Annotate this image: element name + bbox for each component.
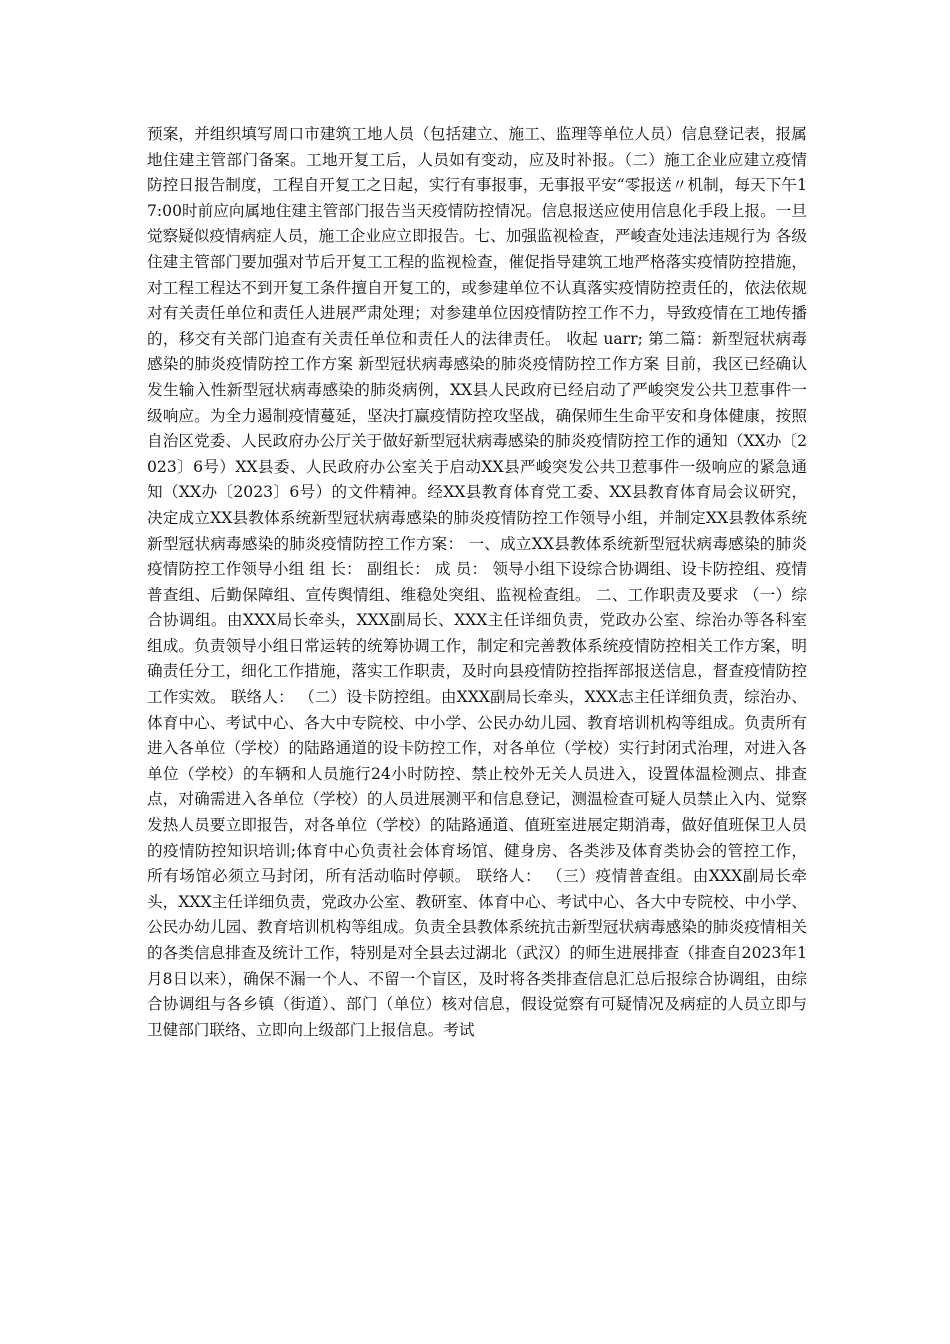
document-page [147,122,807,1043]
body-text: 预案，并组织填写周口市建筑工地人员（包括建立、施工、监理等单位人员）信息登记表，报属地住建主管部门备案。工地开复工后，人员如有变动，应及时补报。（二）施工企业应建立疫情防控日报告制度，工程自开复工之日起，实行有事报事，无事报平安“零报送〃机制，每天下午17:00时前应向属地住建主管部门报告当天疫情防控情况。信息报送应使用信息化手段上报。一旦觉察疑似疫情病症人员，施工企业应立即报告。七、加强监视检查，严峻查处违法违规行为 各级住建主管部门要加强对节后开复工工程的监视检查，催促指导建筑工地严格落实疫情防控措施，对工程工程达不到开复工条件擅自开复工的，或参建单位不认真落实疫情防控责任的，依法依规对有关责任单位和责任人进展严肃处理；对参建单位因疫情防控工作不力，导致疫情在工地传播的，移交有关部门追查有关责任单位和责任人的法律责任。 收起 uarr; 第二篇：新型冠状病毒感染的肺炎疫情防控工作方案 新型冠状病毒感染的肺炎疫情防控工作方案 目前，我区已经确认发生输入性新型冠状病毒感染的肺炎病例，XX县人民政府已经启动了严峻突发公共卫惹事件一级响应。为全力遏制疫情蔓延，坚决打赢疫情防控攻坚战，确保师生生命平安和身体健康，按照自治区党委、人民政府办公厅关于做好新型冠状病毒感染的肺炎疫情防控工作的通知（XX办〔2023〕6号）XX县委、人民政府办公室关于启动XX县严峻突发公共卫惹事件一级响应的紧急通知（XX办〔2023〕6号）的文件精神。经XX县教育体育党工委、XX县教育体育局会议研究，决定成立XX县教体系统新型冠状病毒感染的肺炎疫情防控工作领导小组，并制定XX县教体系统新型冠状病毒感染的肺炎疫情防控工作方案： 一、成立XX县教体系统新型冠状病毒感染的肺炎疫情防控工作领导小组 组 长： 副组长： 成 员： 领导小组下设综合协调组、设卡防控组、疫情普查组、后勤保障组、宣传舆情组、维稳处突组、监视检查组。 二、工作职责及要求 （一）综合协调组。由XXX局长牵头，XXX副局长、XXX主任详细负责，党政办公室、综治办等各科室组成。负责领导小组日常运转的统筹协调工作，制定和完善教体系统疫情防控相关工作方案，明确责任分工，细化工作措施，落实工作职责，及时向县疫情防控指挥部报送信息，督查疫情防控工作实效。 联络人： （二）设卡防控组。由XXX副局长牵头，XXX志主任详细负责，综治办、体育中心、考试中心、各大中专院校、中小学、公民办幼儿园、教育培训机构等组成。负责所有进入各单位（学校）的陆路通道的设卡防控工作，对各单位（学校）实行封闭式治理，对进入各单位（学校）的车辆和人员施行24小时防控、禁止校外无关人员进入，设置体温检测点、排查点，对确需进入各单位（学校）的人员进展测平和信息登记，测温检查可疑人员禁止入内、觉察发热人员要立即报告，对各单位（学校）的陆路通道、值班室进展定期消毒，做好值班保卫人员的疫情防控知识培训;体育中心负责社会体育场馆、健身房、各类涉及体育类协会的管控工作，所有场馆必须立马封闭，所有活动临时停顿。 联络人： （三）疫情普查组。由XXX副局长牵头，XXX主任详细负责，党政办公室、教研室、体育中心、考试中心、各大中专院校、中小学、公民办幼儿园、教育培训机构等组成。负责全县教体系统抗击新型冠状病毒感染的肺炎疫情相关的各类信息排查及统计工作，特别是对全县去过湖北（武汉）的师生进展排查（排查自2023年1月8日以来），确保不漏一个人、不留一个盲区，及时将各类排查信息汇总后报综合协调组，由综合协调组与各乡镇（街道）、部门（单位）核对信息，假设觉察有可疑情况及病症的人员立即与卫健部门联络、立即向上级部门上报信息。考试 [147,125,807,1039]
